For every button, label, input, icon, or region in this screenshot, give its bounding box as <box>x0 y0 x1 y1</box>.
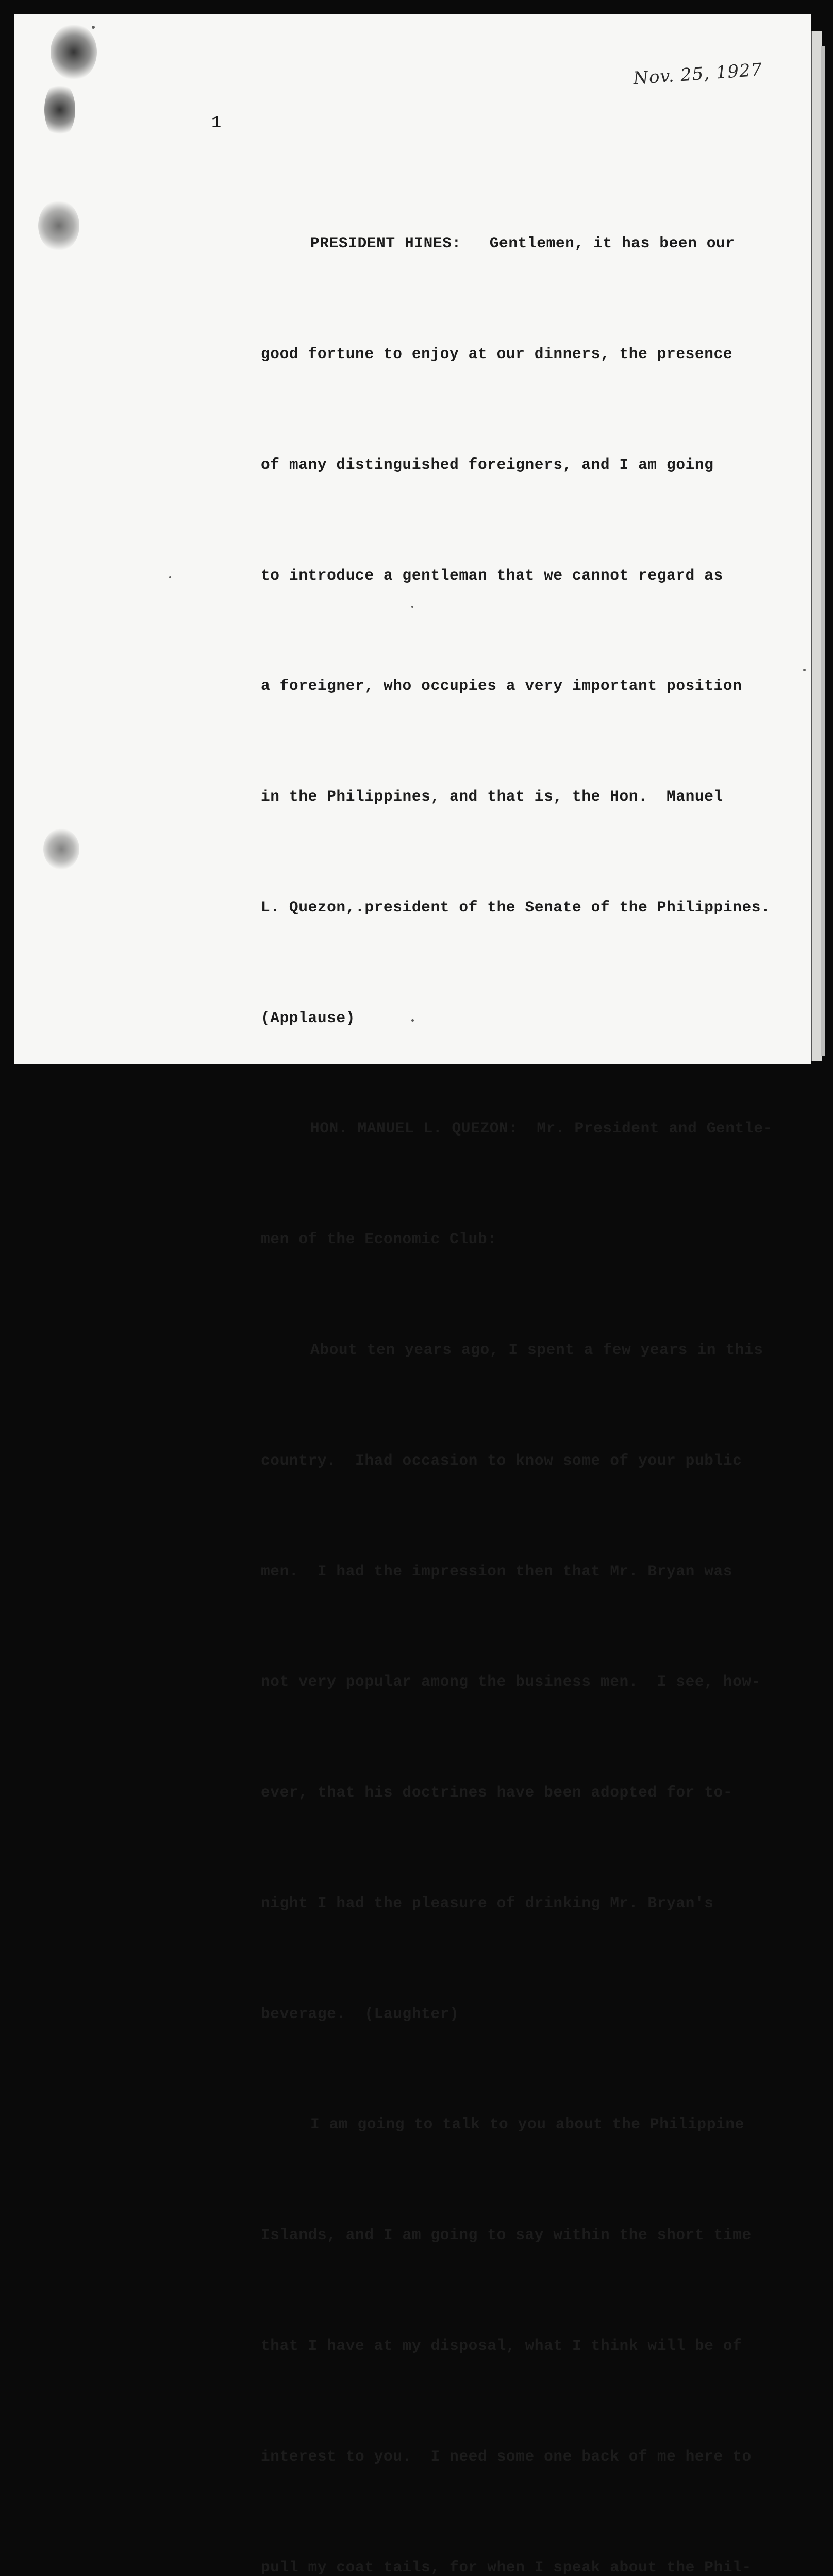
text-line: not very popular among the business men. I see, how- <box>261 1673 761 1691</box>
text-line: in the Philippines, and that is, the Hon. Manuel <box>261 788 723 806</box>
page-edge <box>811 31 822 1061</box>
typed-text-body <box>261 151 807 2576</box>
text-line: L. Quezon,.president of the Senate of the Philippines. <box>261 898 771 916</box>
text-line: interest to you. I need some one back of me here to <box>261 2447 752 2465</box>
text-line: beverage. (Laughter) <box>261 2005 459 2023</box>
page-edge-shadow <box>821 46 825 1056</box>
handwritten-date: Nov. 25, 1927 <box>632 59 763 89</box>
document-page <box>14 14 811 2576</box>
ink-stain <box>38 200 79 251</box>
ink-speck <box>169 576 171 578</box>
text-line: Islands, and I am going to say within the short time <box>261 2226 752 2244</box>
ink-stain <box>51 24 97 80</box>
text-line: men. I had the impression then that Mr. Bryan was <box>261 1562 733 1580</box>
text-line: night I had the pleasure of drinking Mr. Bryan's <box>261 1894 714 1912</box>
text-line: About ten years ago, I spent a few years in this <box>310 1341 763 1359</box>
text-line: that I have at my disposal, what I think will be of <box>261 2337 742 2355</box>
text-line: (Applause) <box>261 1009 356 1027</box>
text-line: HON. MANUEL L. QUEZON: Mr. President and Gentle- <box>310 1120 773 1138</box>
text-line: ever, that his doctrines have been adopted for to- <box>261 1784 733 1802</box>
text-line: to introduce a gentleman that we cannot regard as <box>261 566 723 584</box>
text-line: men of the Economic Club: <box>261 1230 497 1248</box>
text-line: pull my coat tails, for when I speak about the Phil- <box>261 2558 752 2576</box>
text-line: I am going to talk to you about the Philippine <box>310 2115 744 2133</box>
text-line: good fortune to enjoy at our dinners, the presence <box>261 345 733 363</box>
text-line: country. Ihad occasion to know some of your public <box>261 1451 742 1469</box>
text-line: a foreigner, who occupies a very important position <box>261 677 742 695</box>
text-line: of many distinguished foreigners, and I am going <box>261 455 714 473</box>
ink-stain <box>43 828 79 870</box>
page-number: 1 <box>211 113 222 132</box>
text-line: PRESIDENT HINES: Gentlemen, it has been our <box>310 234 735 252</box>
ink-speck <box>92 26 95 29</box>
ink-stain <box>44 81 75 138</box>
